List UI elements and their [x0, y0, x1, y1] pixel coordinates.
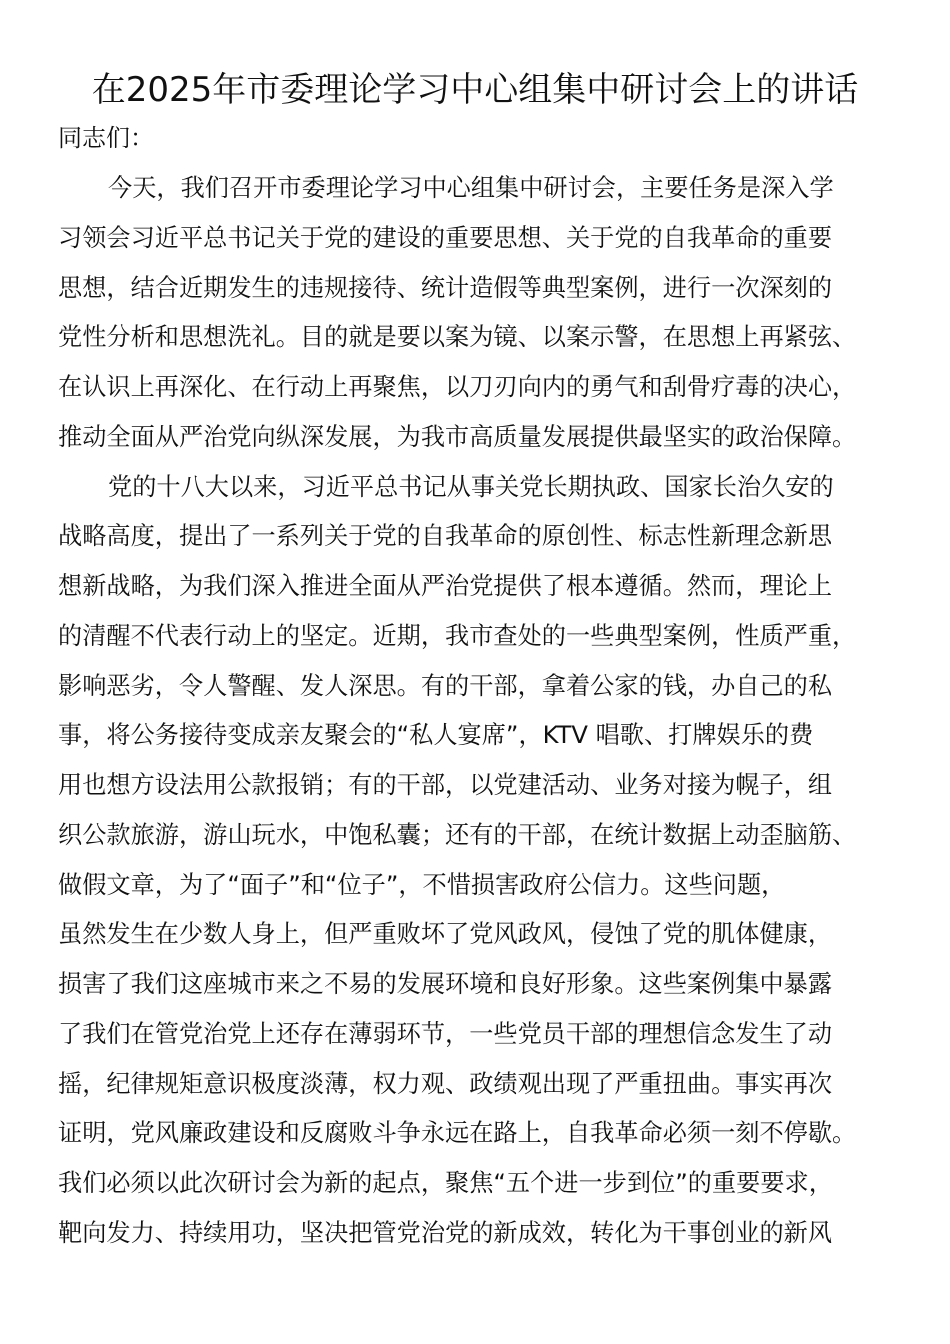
text-line: 战略高度，提出了一系列关于党的自我革命的原创性、标志性新理念新思 — [58, 522, 833, 551]
text-line: 党性分析和思想洗礼。目的就是要以案为镜、以案示警，在思想上再紧弦、 — [58, 323, 857, 352]
text-line: 做假文章，为了“面子”和“位子”，不惜损害政府公信力。这些问题， — [58, 870, 786, 899]
text-line: 事，将公务接待变成亲友聚会的“私人宴席”，KTV 唱歌、打牌娱乐的费 — [58, 721, 814, 750]
text-line: 习领会习近平总书记关于党的建设的重要思想、关于党的自我革命的重要 — [58, 223, 833, 252]
text-line: 思想，结合近期发生的违规接待、统计造假等典型案例，进行一次深刻的 — [58, 273, 833, 302]
salutation: 同志们： — [58, 124, 154, 152]
text-line: 了我们在管党治党上还存在薄弱环节，一些党员干部的理想信念发生了动 — [58, 1019, 833, 1048]
paragraph-first-line: 今天，我们召开市委理论学习中心组集中研讨会，主要任务是深入学 — [108, 174, 834, 202]
text-line: 推动全面从严治党向纵深发展，为我市高质量发展提供最坚实的政治保障。 — [58, 422, 857, 451]
text-line: 影响恶劣，令人警醒、发人深思。有的干部，拿着公家的钱，办自己的私 — [58, 671, 833, 700]
text-line: 的清醒不代表行动上的坚定。近期，我市查处的一些典型案例，性质严重， — [58, 621, 857, 650]
document-title: 在2025年市委理论学习中心组集中研讨会上的讲话 — [91, 70, 859, 110]
document-body — [58, 168, 893, 1263]
text-line: 摇，纪律规矩意识极度淡薄，权力观、政绩观出现了严重扭曲。事实再次 — [58, 1069, 833, 1098]
text-line: 织公款旅游，游山玩水，中饱私囊；还有的干部，在统计数据上动歪脑筋、 — [58, 820, 857, 849]
text-line: 靶向发力、持续用功，坚决把管党治党的新成效，转化为干事创业的新风 — [58, 1218, 833, 1247]
paragraph-first-line: 党的十八大以来，习近平总书记从事关党长期执政、国家长治久安的 — [108, 472, 834, 501]
text-line: 用也想方设法用公款报销；有的干部，以党建活动、业务对接为幌子，组 — [58, 771, 833, 799]
text-line: 在认识上再深化、在行动上再聚焦，以刀刃向内的勇气和刮骨疗毒的决心， — [58, 373, 857, 401]
text-line: 虽然发生在少数人身上，但严重败坏了党风政风，侵蚀了党的肌体健康， — [58, 920, 833, 949]
text-line: 想新战略，为我们深入推进全面从严治党提供了根本遵循。然而，理论上 — [58, 572, 833, 600]
text-line: 我们必须以此次研讨会为新的起点，聚焦“五个进一步到位”的重要要求， — [58, 1169, 833, 1197]
text-line: 证明，党风廉政建设和反腐败斗争永远在路上，自我革命必须一刻不停歇。 — [58, 1119, 857, 1148]
text-line: 损害了我们这座城市来之不易的发展环境和良好形象。这些案例集中暴露 — [58, 970, 833, 998]
